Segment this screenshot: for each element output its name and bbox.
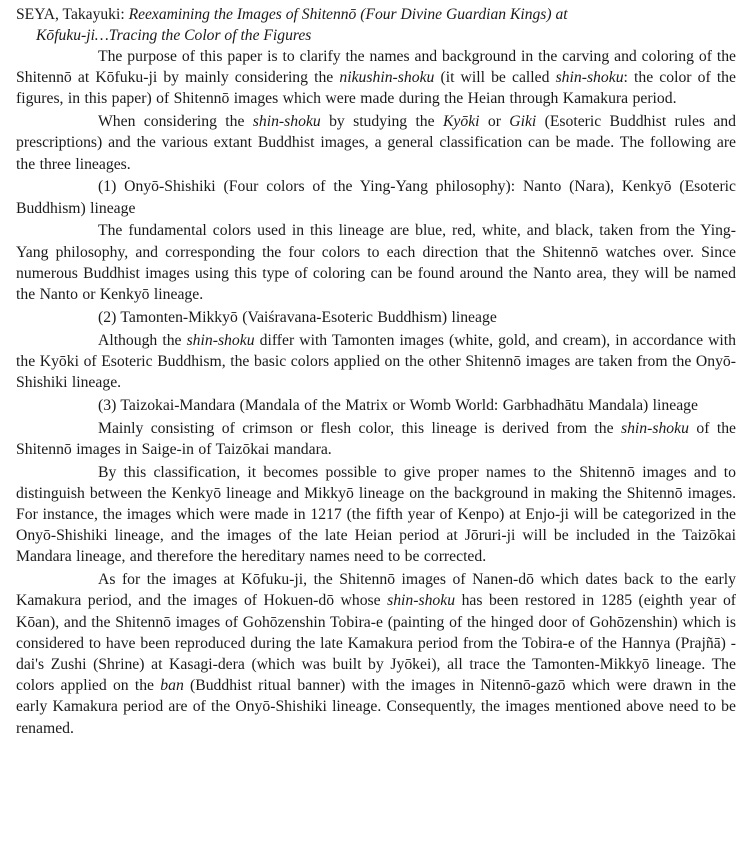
text-run: Mainly consisting of crimson or flesh color, this lineage is derived from the — [98, 419, 621, 437]
paragraph-1 — [16, 46, 736, 110]
paragraph-10 — [16, 569, 736, 739]
text-run: (Buddhist ritual banner) with the images in Nitennō-gazō which were drawn in the early Kamakura period are of the Onyō-Shishiki lineage. Consequently, the images mentioned above need to be renamed. — [16, 677, 736, 737]
italic-term: shin-shoku — [186, 331, 255, 349]
author-name: SEYA, Takayuki — [16, 6, 121, 23]
paragraph-7 — [16, 395, 736, 416]
title-line-1: Reexamining the Images of Shitennō (Four Divine Guardian Kings) at — [128, 6, 568, 23]
paragraph-4 — [16, 220, 736, 305]
text-run: (Esoteric Buddhist rules and prescriptions) and the various extant Buddhist images, a general classification can be made. The following are the three lineages. — [16, 113, 736, 173]
text-run: (it will be called — [434, 69, 556, 87]
abstract-body — [16, 46, 736, 739]
paragraph-6 — [16, 330, 736, 394]
paper-title-block — [16, 4, 736, 46]
text-run: As for the images at Kōfuku-ji, the Shitennō images of Nanen-dō which dates back to the early Kamakura period, and the images of Hokuen-dō whose — [16, 571, 736, 610]
text-run: (3) Taizokai-Mandara (Mandala of the Matrix or Womb World: Garbhadhātu Mandala) lineage — [98, 396, 698, 414]
italic-term: ban — [160, 677, 184, 695]
text-run: The fundamental colors used in this lineage are blue, red, white, and black, taken from the Ying-Yang philosophy, and corresponding the four colors to each direction that the Shitennō watches over. Since numerous Buddhist images using this type of coloring can be found around the Nanto area, they will be named the Nanto or Kenkyō lineage. — [16, 222, 736, 304]
text-run: : the color of the figures, in this paper) of Shitennō images which were made during the Heian through Kamakura period. — [16, 69, 736, 108]
text-run: or — [479, 113, 510, 131]
italic-term: shin-shoku — [555, 69, 624, 87]
paragraph-8 — [16, 418, 736, 460]
italic-term: nikushin-shoku — [339, 69, 435, 87]
text-run: By this classification, it becomes possible to give proper names to the Shitennō images and to distinguish between the Kenkyō lineage and Mikkyō lineage on the background in making the Shitennō images. For instance, the images which were made in 1217 (the fifth year of Kenpo) at Enjo-ji will be categorized in the Onyō-Shishiki lineage, and the images of the late Heian period at Jōruri-ji will be included in the Taizōkai Mandara lineage, and therefore the hereditary names need to be corrected. — [16, 463, 736, 566]
text-run: by studying the — [320, 113, 443, 131]
text-run: Although the — [98, 331, 187, 349]
text-run: of the Shitennō images in Saige-in of Taizōkai mandara. — [16, 419, 737, 458]
italic-term: shin-shoku — [620, 419, 689, 437]
paragraph-2 — [16, 111, 736, 175]
text-run: (2) Tamonten-Mikkyō (Vaiśravana-Esoteric Buddhism) lineage — [98, 308, 497, 326]
paragraph-3 — [16, 176, 736, 218]
italic-term: shin-shoku — [252, 113, 321, 131]
text-run: (1) Onyō-Shishiki (Four colors of the Ying-Yang philosophy): Nanto (Nara), Kenkyō (Esoteric Buddhism) lineage — [16, 178, 736, 217]
paragraph-9 — [16, 462, 736, 568]
title-colon: : — [120, 6, 125, 23]
text-run: differ with Tamonten images (white, gold, and cream), in accordance with the Kyōki of Esoteric Buddhism, the basic colors applied on the other Shitennō images are taken from the Onyō-Shishiki lineage. — [16, 331, 736, 392]
italic-term: Giki — [509, 113, 537, 131]
title-line-2: Kōfuku-ji…Tracing the Color of the Figures — [36, 27, 312, 44]
paragraph-5 — [16, 307, 736, 328]
italic-term: shin-shoku — [387, 592, 456, 610]
italic-term: Kyōki — [442, 113, 480, 131]
text-run: The purpose of this paper is to clarify the names and background in the carving and coloring of the Shitennō at Kōfuku-ji by mainly considering the — [16, 48, 736, 87]
text-run: has been restored in 1285 (eighth year of Kōan), and the Shitennō images of Gohōzenshin Tobira-e (painting of the hinged door of Gohōzenshin) which is considered to have been reproduced during the late Kamakura period from the Tobira-e of the Hannya (Prajñā) -dai's Zushi (Shrine) at Kasagi-dera (which was built by Jyōkei), all trace the Tamonten-Mikkyō lineage. The colors applied on the — [16, 592, 737, 695]
text-run: When considering the — [98, 113, 253, 131]
